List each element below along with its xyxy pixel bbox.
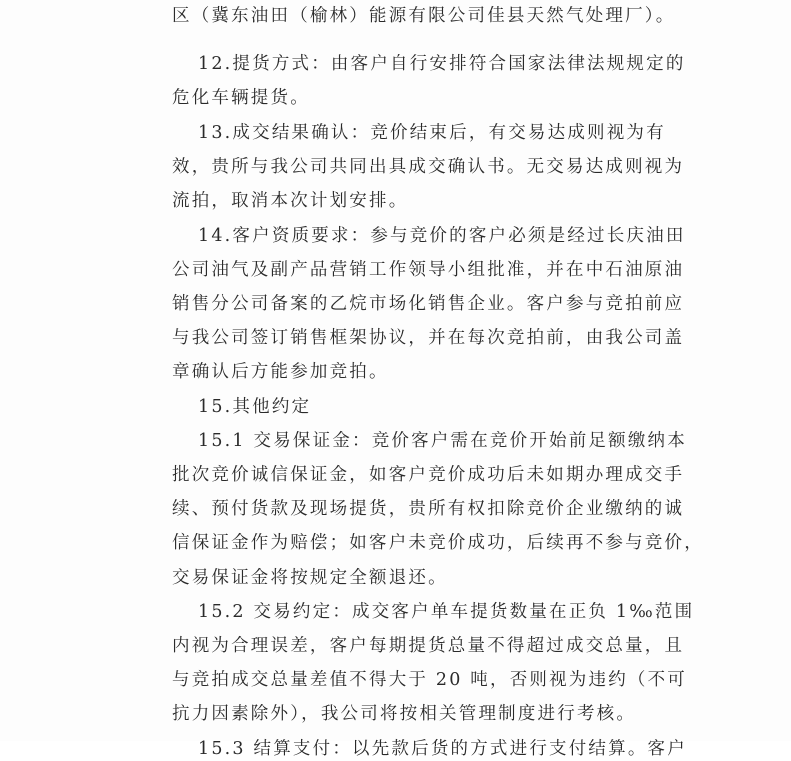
text-line: 14.客户资质要求：参与竞价的客户必须是经过长庆油田 (198, 226, 686, 246)
text-line: 章确认后方能参加竞拍。 (172, 362, 389, 382)
text-line: 与我公司签订销售框架协议，并在每次竞拍前，由我公司盖 (172, 328, 685, 348)
text-line: 批次竞价诚信保证金，如客户竞价成功后未如期办理成交手 (172, 465, 685, 485)
text-line: 交易保证金将按规定全额退还。 (172, 568, 448, 588)
text-line: 抗力因素除外），我公司将按相关管理制度进行考核。 (172, 704, 637, 724)
text-line: 信保证金作为赔偿；如客户未竞价成功，后续再不参与竞价， (172, 533, 704, 553)
text-line: 销售分公司备案的乙烷市场化销售企业。客户参与竞拍前应 (172, 294, 685, 314)
text-line: 与竞拍成交总量差值不得大于 20 吨，否则视为违约（不可 (172, 670, 687, 690)
text-line: 15.1 交易保证金：竞价客户需在竞价开始前足额缴纳本 (198, 431, 687, 451)
text-line: 内视为合理误差，客户每期提货总量不得超过成交总量，且 (172, 636, 685, 656)
text-line: 区（冀东油田（榆林）能源有限公司佳县天然气处理厂）。 (172, 6, 676, 26)
text-line: 15.2 交易约定：成交客户单车提货数量在正负 1‰范围 (198, 602, 695, 622)
text-line: 流拍，取消本次计划安排。 (172, 191, 409, 211)
text-line: 13.成交结果确认：竞价结束后，有交易达成则视为有 (198, 123, 666, 143)
text-line: 12.提货方式：由客户自行安排符合国家法律法规规定的 (198, 54, 686, 74)
text-line: 续、预付货款及现场提货，贵所有权扣除竞价企业缴纳的诚 (172, 499, 685, 519)
text-line: 危化车辆提货。 (172, 88, 310, 108)
text-line: 公司油气及副产品营销工作领导小组批准，并在中石油原油 (172, 260, 685, 280)
text-line: 15.3 结算支付：以先款后货的方式进行支付结算。客户 (198, 739, 687, 759)
section-heading: 15.其他约定 (198, 397, 312, 417)
text-line: 效，贵所与我公司共同出具成交确认书。无交易达成则视为 (172, 157, 685, 177)
